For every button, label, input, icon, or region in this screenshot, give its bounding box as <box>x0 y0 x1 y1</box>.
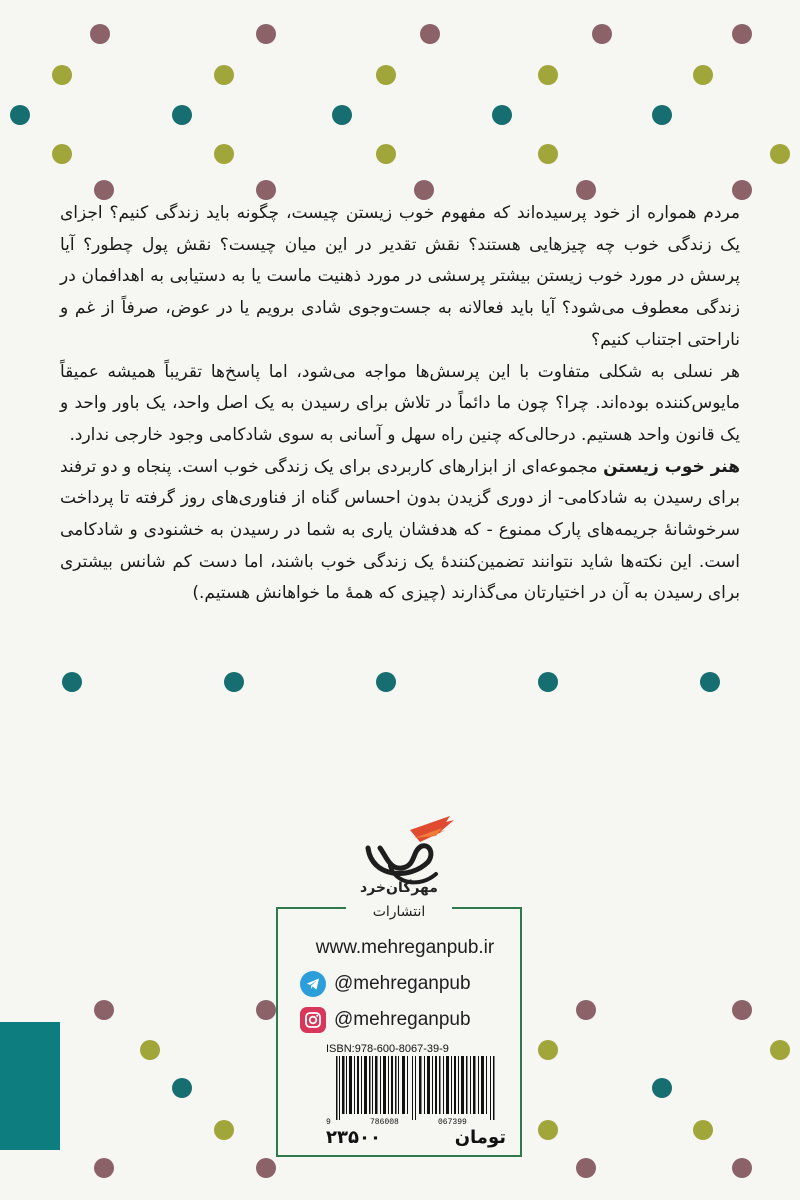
frame-top-left <box>276 907 346 909</box>
decor-dot <box>492 105 512 125</box>
decor-dot <box>94 180 114 200</box>
frame-top-right <box>452 907 522 909</box>
decor-dot <box>538 1040 558 1060</box>
decor-dot <box>732 24 752 44</box>
decor-dot <box>693 65 713 85</box>
blurb-paragraph-3 <box>60 452 740 611</box>
back-cover-blurb <box>60 198 740 610</box>
decor-dot <box>420 24 440 44</box>
barcode-lead-digit: 9 <box>326 1118 331 1127</box>
decor-dot <box>576 1000 596 1020</box>
instagram-handle: @mehreganpub <box>334 1009 471 1030</box>
book-title-inline: هنر خوب زیستن <box>603 456 741 477</box>
decor-dot <box>214 1120 234 1140</box>
decor-dot <box>256 180 276 200</box>
telegram-contact <box>300 970 471 998</box>
decor-dot <box>10 105 30 125</box>
instagram-contact <box>300 1006 471 1034</box>
barcode <box>326 1056 506 1120</box>
decor-dot <box>592 24 612 44</box>
barcode-right-digits: 067399 <box>438 1118 467 1127</box>
decor-dot <box>732 1158 752 1178</box>
decor-dot <box>94 1000 114 1020</box>
decor-dot <box>576 1158 596 1178</box>
price-currency: تومان <box>454 1127 506 1148</box>
decor-dot <box>652 105 672 125</box>
decor-dot <box>224 672 244 692</box>
blurb-paragraph-1: مردم همواره از خود پرسیده‌اند که مفهوم خوب زیستن چیست، چگونه باید زندگی کنیم؟ اجزای یک زندگی خوب چه چیزهایی هستند؟ نقش تقدیر در این میان چیست؟ نقش پول چطور؟ آیا پرسش در مورد خوب زیستن بیشتر پرسشی در مورد ذهنیت ماست یا به دستیابی به اهدافمان در زندگی معطوف می‌شود؟ آیا باید فعالانه به جست‌وجوی شادی برویم یا در عوض، صرفاً از غم و ناراحتی اجتناب کنیم؟ <box>60 203 740 350</box>
decor-dot <box>172 1078 192 1098</box>
barcode-digits <box>326 1118 506 1127</box>
decor-dot <box>538 1120 558 1140</box>
blurb-paragraph-3-text: مجموعه‌ای از ابزارهای کاربردی برای یک زندگی خوب است. پنجاه و دو ترفند برای رسیدن به شادکامی- از دوری گزیدن بدون احساس گناه از فناوری‌های روز گرفته تا پرداخت سرخوشانهٔ جریمه‌های پارک ممنوع - که هدفشان یاری به شما در رسیدن به خشنودی و شادکامی است. این نکته‌ها شاید نتوانند تضمین‌کنندهٔ یک زندگی خوب باشند، اما دست کم شانس بیشتری برای رسیدن به آن در اختیارتان می‌گذارند (چیزی که همهٔ ما خواهانش هستیم.) <box>60 456 740 604</box>
decor-dot <box>538 672 558 692</box>
decor-dot <box>652 1078 672 1098</box>
telegram-handle: @mehreganpub <box>334 973 471 994</box>
decor-dot <box>538 144 558 164</box>
decor-dot <box>414 180 434 200</box>
decor-dot <box>52 65 72 85</box>
decor-dot <box>256 24 276 44</box>
barcode-left-digits: 786008 <box>370 1118 399 1127</box>
decor-dot <box>376 144 396 164</box>
publisher-website: www.mehreganpub.ir <box>315 937 495 958</box>
publisher-name: مهرگان‌خرد <box>360 880 438 896</box>
isbn-number: ISBN:978-600-8067-39-9 <box>326 1043 449 1055</box>
decor-dot <box>693 1120 713 1140</box>
telegram-icon <box>300 971 326 997</box>
price-amount: ۲۳۵۰۰ <box>326 1127 381 1148</box>
price-label <box>326 1127 506 1148</box>
decor-dot <box>214 65 234 85</box>
decor-dot <box>770 1040 790 1060</box>
decor-dot <box>770 144 790 164</box>
decor-dot <box>376 672 396 692</box>
decor-dot <box>214 144 234 164</box>
decor-dot <box>376 65 396 85</box>
blurb-paragraph-2: هر نسلی به شکلی متفاوت با این پرسش‌ها مواجه می‌شود، اما پاسخ‌ها تقریباً همیشه عمیقاً مایوس‌کننده بوده‌اند. چرا؟ چون ما دائماً در تلاش برای رسیدن به یک اصل واحد، یک باور واحد و یک قانون واحد هستیم. درحالی‌که چنین راه سهل و آسانی به سوی شادکامی وجود خارجی ندارد. <box>60 361 740 445</box>
spine-strip <box>0 1022 60 1150</box>
decor-dot <box>94 1158 114 1178</box>
decor-dot <box>256 1158 276 1178</box>
decor-dot <box>90 24 110 44</box>
decor-dot <box>256 1000 276 1020</box>
decor-dot <box>62 672 82 692</box>
instagram-icon <box>300 1007 326 1033</box>
decor-dot <box>172 105 192 125</box>
decor-dot <box>700 672 720 692</box>
decor-dot <box>538 65 558 85</box>
decor-dot <box>576 180 596 200</box>
decor-dot <box>52 144 72 164</box>
publisher-subtitle: انتشارات <box>372 904 426 920</box>
decor-dot <box>332 105 352 125</box>
decor-dot <box>140 1040 160 1060</box>
decor-dot <box>732 180 752 200</box>
decor-dot <box>732 1000 752 1020</box>
